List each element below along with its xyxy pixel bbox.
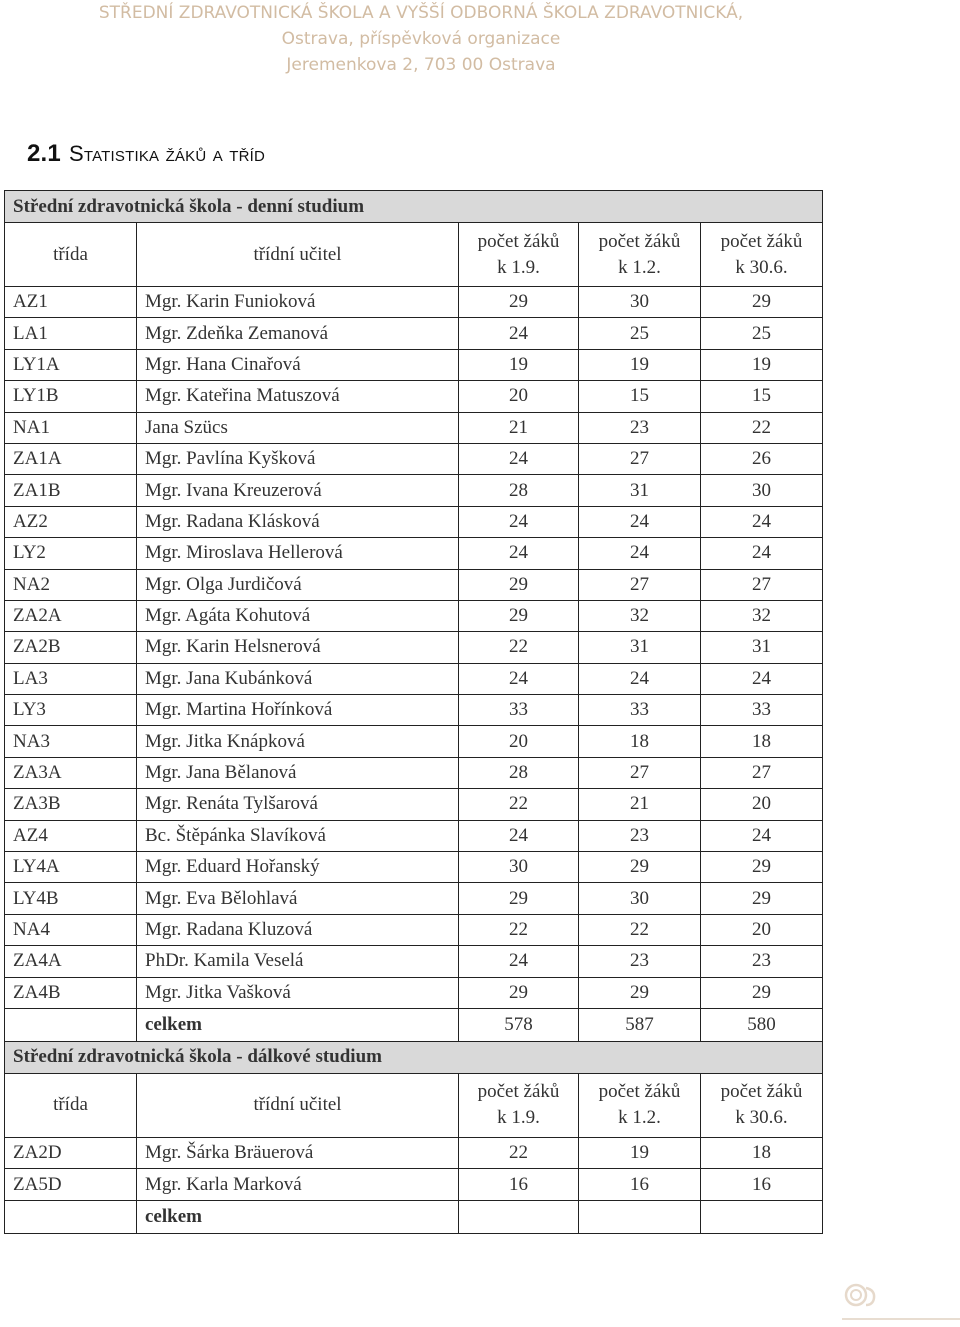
count-sep-cell: 30 <box>459 852 579 883</box>
distance-study-section-row <box>5 1041 823 1073</box>
teacher-cell: Mgr. Ivana Kreuzerová <box>137 475 459 506</box>
count-sep-cell: 33 <box>459 695 579 726</box>
header-organization: Ostrava, příspěvková organizace <box>281 29 561 49</box>
count-jun-cell: 20 <box>701 789 823 820</box>
day-study-table-row <box>5 381 823 412</box>
count-feb-cell: 25 <box>579 318 701 349</box>
day-study-section-row <box>5 191 823 223</box>
class-cell: LA1 <box>5 318 137 349</box>
count-jun-cell: 23 <box>701 946 823 977</box>
footer-rule <box>842 1318 960 1320</box>
teacher-cell: Mgr. Eva Bělohlavá <box>137 883 459 914</box>
day-study-table-row <box>5 852 823 883</box>
class-cell: ZA2A <box>5 600 137 631</box>
teacher-cell: Mgr. Šárka Bräuerová <box>137 1137 459 1168</box>
teacher-cell: Mgr. Karin Helsnerová <box>137 632 459 663</box>
count-sep-cell: 28 <box>459 475 579 506</box>
count-sep-cell: 24 <box>459 946 579 977</box>
count-jun-cell: 29 <box>701 977 823 1008</box>
col-count-sep-date: k 1.9. <box>497 256 540 278</box>
day-study-header-row <box>5 223 823 287</box>
day-study-table-row <box>5 820 823 851</box>
day-study-table-row <box>5 695 823 726</box>
col-count-sep-header <box>459 223 579 287</box>
col-teacher-header: třídní učitel <box>137 1073 459 1137</box>
teacher-cell: Mgr. Miroslava Hellerová <box>137 538 459 569</box>
count-jun-cell: 30 <box>701 475 823 506</box>
teacher-cell: PhDr. Kamila Veselá <box>137 946 459 977</box>
count-feb-cell: 22 <box>579 914 701 945</box>
class-cell: AZ4 <box>5 820 137 851</box>
day-study-table-row <box>5 538 823 569</box>
count-feb-cell: 30 <box>579 287 701 318</box>
count-sep-cell: 29 <box>459 569 579 600</box>
count-feb-cell: 16 <box>579 1169 701 1200</box>
distance-study-header-row <box>5 1073 823 1137</box>
count-sep-cell: 24 <box>459 820 579 851</box>
class-cell: ZA1A <box>5 443 137 474</box>
day-study-table-row <box>5 632 823 663</box>
count-sep-cell: 20 <box>459 726 579 757</box>
day-study-total-feb: 587 <box>579 1008 701 1041</box>
teacher-cell: Mgr. Zdeňka Zemanová <box>137 318 459 349</box>
count-sep-cell: 21 <box>459 412 579 443</box>
col-count-feb-label: počet žáků <box>598 230 681 252</box>
distance-study-total-label: celkem <box>137 1200 459 1233</box>
count-feb-cell: 24 <box>579 506 701 537</box>
count-jun-cell: 26 <box>701 443 823 474</box>
day-study-table-row <box>5 318 823 349</box>
col-count-sep-date: k 1.9. <box>497 1107 540 1129</box>
count-feb-cell: 27 <box>579 569 701 600</box>
day-study-table-row <box>5 663 823 694</box>
count-feb-cell: 19 <box>579 349 701 380</box>
day-study-table-row <box>5 475 823 506</box>
day-study-table-row <box>5 443 823 474</box>
day-study-table-row <box>5 506 823 537</box>
class-cell: LY2 <box>5 538 137 569</box>
count-sep-cell: 24 <box>459 538 579 569</box>
distance-study-total-row <box>5 1200 823 1233</box>
count-jun-cell: 25 <box>701 318 823 349</box>
count-sep-cell: 24 <box>459 318 579 349</box>
class-statistics-table <box>4 190 823 1234</box>
count-sep-cell: 29 <box>459 883 579 914</box>
col-count-feb-label: počet žáků <box>598 1081 681 1103</box>
count-feb-cell: 31 <box>579 475 701 506</box>
teacher-cell: Bc. Štěpánka Slavíková <box>137 820 459 851</box>
col-count-sep-header <box>459 1073 579 1137</box>
teacher-cell: Mgr. Pavlína Kyšková <box>137 443 459 474</box>
day-study-total-jun: 580 <box>701 1008 823 1041</box>
teacher-cell: Mgr. Jana Bělanová <box>137 757 459 788</box>
count-jun-cell: 24 <box>701 820 823 851</box>
class-cell: ZA3B <box>5 789 137 820</box>
day-study-heading: Střední zdravotnická škola - denní studium <box>5 191 823 223</box>
col-count-jun-header <box>701 1073 823 1137</box>
count-sep-cell: 16 <box>459 1169 579 1200</box>
distance-study-table-row <box>5 1169 823 1200</box>
count-feb-cell: 32 <box>579 600 701 631</box>
class-cell: AZ1 <box>5 287 137 318</box>
day-study-table-row <box>5 600 823 631</box>
count-jun-cell: 18 <box>701 726 823 757</box>
distance-study-table-row <box>5 1137 823 1168</box>
count-feb-cell: 21 <box>579 789 701 820</box>
day-study-table-row <box>5 789 823 820</box>
class-cell: NA3 <box>5 726 137 757</box>
count-jun-cell: 15 <box>701 381 823 412</box>
class-cell: LY4A <box>5 852 137 883</box>
count-sep-cell: 20 <box>459 381 579 412</box>
count-jun-cell: 29 <box>701 852 823 883</box>
count-jun-cell: 16 <box>701 1169 823 1200</box>
distance-study-total-jun <box>701 1200 823 1233</box>
count-feb-cell: 23 <box>579 946 701 977</box>
count-feb-cell: 15 <box>579 381 701 412</box>
count-jun-cell: 31 <box>701 632 823 663</box>
count-jun-cell: 32 <box>701 600 823 631</box>
teacher-cell: Mgr. Eduard Hořanský <box>137 852 459 883</box>
teacher-cell: Jana Szücs <box>137 412 459 443</box>
day-study-table-row <box>5 757 823 788</box>
day-study-table-row <box>5 569 823 600</box>
header-school-name: STŘEDNÍ ZDRAVOTNICKÁ ŠKOLA A VYŠŠÍ ODBORNÁ ŠKOLA ZDRAVOTNICKÁ, <box>98 3 744 23</box>
class-cell: ZA5D <box>5 1169 137 1200</box>
teacher-cell: Mgr. Renáta Tylšarová <box>137 789 459 820</box>
section-title: Statistika žáků a tříd <box>68 141 266 166</box>
teacher-cell: Mgr. Kateřina Matuszová <box>137 381 459 412</box>
count-feb-cell: 33 <box>579 695 701 726</box>
count-feb-cell: 27 <box>579 443 701 474</box>
col-count-feb-date: k 1.2. <box>618 1107 661 1129</box>
count-sep-cell: 29 <box>459 977 579 1008</box>
count-jun-cell: 24 <box>701 663 823 694</box>
teacher-cell: Mgr. Jana Kubánková <box>137 663 459 694</box>
day-study-table-row <box>5 914 823 945</box>
count-jun-cell: 33 <box>701 695 823 726</box>
count-jun-cell: 20 <box>701 914 823 945</box>
count-sep-cell: 29 <box>459 287 579 318</box>
page-number-ornament-icon <box>842 1278 878 1312</box>
count-sep-cell: 24 <box>459 443 579 474</box>
class-cell: LY3 <box>5 695 137 726</box>
count-sep-cell: 24 <box>459 506 579 537</box>
class-cell: ZA4A <box>5 946 137 977</box>
day-study-total-label: celkem <box>137 1008 459 1041</box>
count-jun-cell: 27 <box>701 757 823 788</box>
day-study-total-sep: 578 <box>459 1008 579 1041</box>
teacher-cell: Mgr. Agáta Kohutová <box>137 600 459 631</box>
teacher-cell: Mgr. Martina Hořínková <box>137 695 459 726</box>
teacher-cell: Mgr. Radana Klásková <box>137 506 459 537</box>
col-count-sep-label: počet žáků <box>477 230 560 252</box>
count-jun-cell: 22 <box>701 412 823 443</box>
count-jun-cell: 24 <box>701 538 823 569</box>
distance-study-total-feb <box>579 1200 701 1233</box>
distance-study-total-sep <box>459 1200 579 1233</box>
class-cell: LY4B <box>5 883 137 914</box>
count-jun-cell: 24 <box>701 506 823 537</box>
col-count-jun-label: počet žáků <box>720 1081 803 1103</box>
teacher-cell: Mgr. Olga Jurdičová <box>137 569 459 600</box>
day-study-table-row <box>5 883 823 914</box>
teacher-cell: Mgr. Hana Cinařová <box>137 349 459 380</box>
day-study-table-row <box>5 946 823 977</box>
count-jun-cell: 19 <box>701 349 823 380</box>
day-study-table-row <box>5 287 823 318</box>
class-cell: AZ2 <box>5 506 137 537</box>
teacher-cell: Mgr. Karin Funioková <box>137 287 459 318</box>
class-cell: NA4 <box>5 914 137 945</box>
day-study-table-row <box>5 726 823 757</box>
header-address: Jeremenkova 2, 703 00 Ostrava <box>286 55 556 75</box>
col-count-jun-label: počet žáků <box>720 230 803 252</box>
col-count-feb-header <box>579 223 701 287</box>
class-cell: LY1B <box>5 381 137 412</box>
teacher-cell: Mgr. Jitka Vašková <box>137 977 459 1008</box>
col-class-header: třída <box>5 1073 137 1137</box>
total-empty-cell <box>5 1200 137 1233</box>
col-count-jun-header <box>701 223 823 287</box>
class-cell: ZA4B <box>5 977 137 1008</box>
day-study-table-row <box>5 412 823 443</box>
count-sep-cell: 22 <box>459 1137 579 1168</box>
count-jun-cell: 27 <box>701 569 823 600</box>
count-jun-cell: 18 <box>701 1137 823 1168</box>
count-feb-cell: 18 <box>579 726 701 757</box>
count-feb-cell: 30 <box>579 883 701 914</box>
teacher-cell: Mgr. Radana Kluzová <box>137 914 459 945</box>
count-feb-cell: 29 <box>579 852 701 883</box>
count-feb-cell: 19 <box>579 1137 701 1168</box>
distance-study-heading: Střední zdravotnická škola - dálkové studium <box>5 1041 823 1073</box>
count-feb-cell: 23 <box>579 412 701 443</box>
day-study-table-row <box>5 349 823 380</box>
count-sep-cell: 22 <box>459 914 579 945</box>
class-cell: LY1A <box>5 349 137 380</box>
class-cell: ZA3A <box>5 757 137 788</box>
count-feb-cell: 24 <box>579 663 701 694</box>
teacher-cell: Mgr. Jitka Knápková <box>137 726 459 757</box>
count-sep-cell: 28 <box>459 757 579 788</box>
day-study-table-row <box>5 977 823 1008</box>
total-empty-cell <box>5 1008 137 1041</box>
col-teacher-header: třídní učitel <box>137 223 459 287</box>
teacher-cell: Mgr. Karla Marková <box>137 1169 459 1200</box>
class-cell: NA2 <box>5 569 137 600</box>
count-jun-cell: 29 <box>701 883 823 914</box>
col-count-feb-header <box>579 1073 701 1137</box>
col-class-header: třída <box>5 223 137 287</box>
count-sep-cell: 22 <box>459 789 579 820</box>
count-sep-cell: 19 <box>459 349 579 380</box>
class-cell: NA1 <box>5 412 137 443</box>
class-cell: LA3 <box>5 663 137 694</box>
class-cell: ZA2B <box>5 632 137 663</box>
count-sep-cell: 22 <box>459 632 579 663</box>
count-feb-cell: 29 <box>579 977 701 1008</box>
class-cell: ZA1B <box>5 475 137 506</box>
count-feb-cell: 31 <box>579 632 701 663</box>
col-count-sep-label: počet žáků <box>477 1081 560 1103</box>
class-cell: ZA2D <box>5 1137 137 1168</box>
col-count-feb-date: k 1.2. <box>618 256 661 278</box>
count-feb-cell: 23 <box>579 820 701 851</box>
section-number: 2.1 <box>27 140 61 167</box>
count-feb-cell: 24 <box>579 538 701 569</box>
section-heading <box>27 140 265 168</box>
count-jun-cell: 29 <box>701 287 823 318</box>
day-study-total-row <box>5 1008 823 1041</box>
count-sep-cell: 29 <box>459 600 579 631</box>
count-feb-cell: 27 <box>579 757 701 788</box>
col-count-jun-date: k 30.6. <box>735 1107 788 1129</box>
col-count-jun-date: k 30.6. <box>735 256 788 278</box>
count-sep-cell: 24 <box>459 663 579 694</box>
